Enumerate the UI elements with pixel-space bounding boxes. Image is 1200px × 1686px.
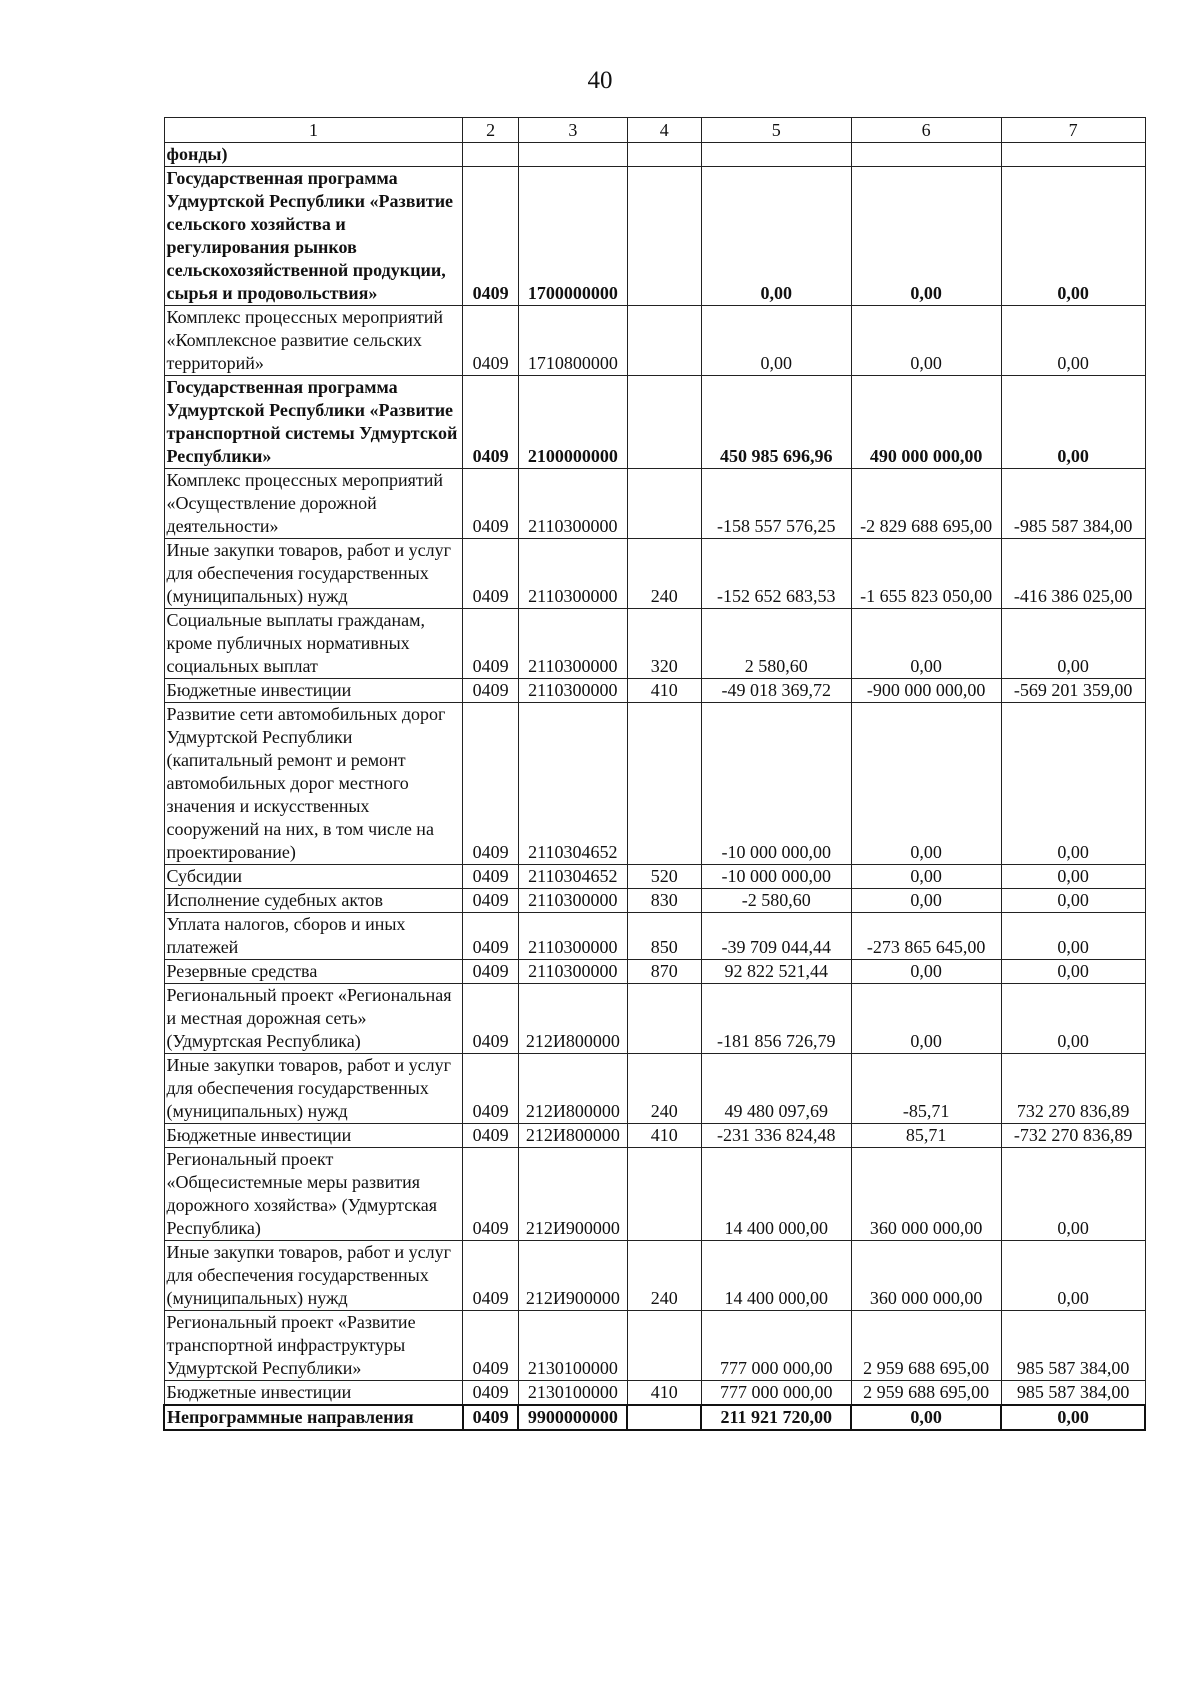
expense-type-code — [627, 984, 701, 1054]
row-name: Иные закупки товаров, работ и услуг для обеспечения государственных (муниципальных) нужд — [164, 539, 463, 609]
column-header-2: 2 — [463, 118, 518, 143]
target-article-code: 2110304652 — [518, 703, 627, 865]
amount-col-5: -10 000 000,00 — [701, 703, 851, 865]
expense-type-code: 850 — [627, 913, 701, 960]
target-article-code: 1710800000 — [518, 306, 627, 376]
table-row — [164, 1241, 1145, 1311]
section-code: 0409 — [463, 609, 518, 679]
expense-type-code — [627, 1148, 701, 1241]
section-code: 0409 — [463, 1148, 518, 1241]
table-row — [164, 167, 1145, 306]
target-article-code: 1700000000 — [518, 167, 627, 306]
row-name: Государственная программа Удмуртской Республики «Развитие транспортной системы Удмуртской Республики» — [164, 376, 463, 469]
expense-type-code: 240 — [627, 1054, 701, 1124]
table-row — [164, 1381, 1145, 1406]
section-code: 0409 — [463, 469, 518, 539]
amount-col-7: 0,00 — [1001, 1405, 1145, 1430]
amount-col-7: 0,00 — [1001, 865, 1145, 889]
target-article-code: 212И800000 — [518, 1124, 627, 1148]
row-name: Исполнение судебных актов — [164, 889, 463, 913]
row-name: фонды) — [164, 143, 463, 167]
amount-col-5: 777 000 000,00 — [701, 1311, 851, 1381]
target-article-code: 2110300000 — [518, 679, 627, 703]
target-article-code: 2110300000 — [518, 960, 627, 984]
table-row — [164, 913, 1145, 960]
amount-col-5: 14 400 000,00 — [701, 1148, 851, 1241]
row-name: Иные закупки товаров, работ и услуг для обеспечения государственных (муниципальных) нужд — [164, 1054, 463, 1124]
amount-col-5: 211 921 720,00 — [701, 1405, 851, 1430]
amount-col-6 — [851, 143, 1001, 167]
target-article-code: 2100000000 — [518, 376, 627, 469]
amount-col-7: -416 386 025,00 — [1001, 539, 1145, 609]
amount-col-6: 0,00 — [851, 609, 1001, 679]
expense-type-code: 520 — [627, 865, 701, 889]
section-code: 0409 — [463, 679, 518, 703]
table-row — [164, 703, 1145, 865]
row-name: Социальные выплаты гражданам, кроме публичных нормативных социальных выплат — [164, 609, 463, 679]
amount-col-7 — [1001, 143, 1145, 167]
table-row — [164, 984, 1145, 1054]
amount-col-6: 490 000 000,00 — [851, 376, 1001, 469]
target-article-code: 212И800000 — [518, 984, 627, 1054]
table-row — [164, 679, 1145, 703]
section-code: 0409 — [463, 703, 518, 865]
table-row — [164, 539, 1145, 609]
expense-type-code — [627, 703, 701, 865]
target-article-code: 2110300000 — [518, 609, 627, 679]
expense-type-code — [627, 167, 701, 306]
section-code: 0409 — [463, 913, 518, 960]
amount-col-6: -2 829 688 695,00 — [851, 469, 1001, 539]
amount-col-5: 0,00 — [701, 306, 851, 376]
target-article-code — [518, 143, 627, 167]
row-name: Комплекс процессных мероприятий «Осуществление дорожной деятельности» — [164, 469, 463, 539]
amount-col-5: 2 580,60 — [701, 609, 851, 679]
amount-col-5: -2 580,60 — [701, 889, 851, 913]
amount-col-7: -985 587 384,00 — [1001, 469, 1145, 539]
amount-col-6: -1 655 823 050,00 — [851, 539, 1001, 609]
row-name: Непрограммные направления — [164, 1405, 463, 1430]
amount-col-5: -152 652 683,53 — [701, 539, 851, 609]
target-article-code: 2110300000 — [518, 539, 627, 609]
expense-type-code — [627, 469, 701, 539]
amount-col-6: -900 000 000,00 — [851, 679, 1001, 703]
section-code: 0409 — [463, 1054, 518, 1124]
amount-col-5 — [701, 143, 851, 167]
amount-col-6: 85,71 — [851, 1124, 1001, 1148]
table-row — [164, 1124, 1145, 1148]
amount-col-7: 0,00 — [1001, 703, 1145, 865]
amount-col-7: 0,00 — [1001, 913, 1145, 960]
expense-type-code: 830 — [627, 889, 701, 913]
amount-col-5: -49 018 369,72 — [701, 679, 851, 703]
amount-col-5: -10 000 000,00 — [701, 865, 851, 889]
target-article-code: 2110300000 — [518, 913, 627, 960]
target-article-code: 2110300000 — [518, 889, 627, 913]
section-code: 0409 — [463, 960, 518, 984]
amount-col-7: 0,00 — [1001, 609, 1145, 679]
expense-type-code: 410 — [627, 1124, 701, 1148]
target-article-code: 2130100000 — [518, 1381, 627, 1406]
amount-col-6: -273 865 645,00 — [851, 913, 1001, 960]
expense-type-code — [627, 1405, 701, 1430]
table-row — [164, 306, 1145, 376]
section-code: 0409 — [463, 1311, 518, 1381]
table-row — [164, 469, 1145, 539]
table-row — [164, 1054, 1145, 1124]
section-code: 0409 — [463, 1405, 518, 1430]
expense-type-code: 410 — [627, 1381, 701, 1406]
table-row — [164, 1405, 1145, 1430]
amount-col-7: 0,00 — [1001, 984, 1145, 1054]
column-header-4: 4 — [627, 118, 701, 143]
expense-type-code: 410 — [627, 679, 701, 703]
amount-col-7: 0,00 — [1001, 889, 1145, 913]
target-article-code: 2110304652 — [518, 865, 627, 889]
section-code: 0409 — [463, 376, 518, 469]
expense-type-code: 240 — [627, 1241, 701, 1311]
budget-table — [163, 117, 1146, 1431]
expense-type-code: 240 — [627, 539, 701, 609]
expense-type-code: 320 — [627, 609, 701, 679]
target-article-code: 212И900000 — [518, 1148, 627, 1241]
column-header-5: 5 — [701, 118, 851, 143]
expense-type-code: 870 — [627, 960, 701, 984]
section-code: 0409 — [463, 1381, 518, 1406]
table-row — [164, 960, 1145, 984]
column-number-row — [164, 118, 1145, 143]
amount-col-6: 0,00 — [851, 306, 1001, 376]
amount-col-7: 0,00 — [1001, 306, 1145, 376]
section-code: 0409 — [463, 984, 518, 1054]
amount-col-7: 0,00 — [1001, 376, 1145, 469]
row-name: Региональный проект «Развитие транспортной инфраструктуры Удмуртской Республики» — [164, 1311, 463, 1381]
amount-col-5: 49 480 097,69 — [701, 1054, 851, 1124]
amount-col-6: 0,00 — [851, 889, 1001, 913]
section-code: 0409 — [463, 167, 518, 306]
row-name: Бюджетные инвестиции — [164, 1124, 463, 1148]
amount-col-7: 732 270 836,89 — [1001, 1054, 1145, 1124]
table-row — [164, 889, 1145, 913]
row-name: Развитие сети автомобильных дорог Удмуртской Республики (капитальный ремонт и ремонт автомобильных дорог местного значения и искусственных сооружений на них, в том числе на проектирование) — [164, 703, 463, 865]
amount-col-6: 0,00 — [851, 167, 1001, 306]
amount-col-5: 14 400 000,00 — [701, 1241, 851, 1311]
target-article-code: 2130100000 — [518, 1311, 627, 1381]
amount-col-5: -39 709 044,44 — [701, 913, 851, 960]
amount-col-5: 450 985 696,96 — [701, 376, 851, 469]
target-article-code: 9900000000 — [518, 1405, 627, 1430]
section-code: 0409 — [463, 865, 518, 889]
row-name: Бюджетные инвестиции — [164, 1381, 463, 1406]
section-code: 0409 — [463, 1241, 518, 1311]
table-row — [164, 1148, 1145, 1241]
row-name: Резервные средства — [164, 960, 463, 984]
table-row — [164, 143, 1145, 167]
section-code: 0409 — [463, 306, 518, 376]
amount-col-6: 0,00 — [851, 1405, 1001, 1430]
amount-col-6: 360 000 000,00 — [851, 1148, 1001, 1241]
amount-col-5: -158 557 576,25 — [701, 469, 851, 539]
row-name: Бюджетные инвестиции — [164, 679, 463, 703]
amount-col-5: 0,00 — [701, 167, 851, 306]
target-article-code: 212И800000 — [518, 1054, 627, 1124]
expense-type-code — [627, 1311, 701, 1381]
section-code: 0409 — [463, 539, 518, 609]
section-code: 0409 — [463, 889, 518, 913]
column-header-1: 1 — [164, 118, 463, 143]
table-row — [164, 1311, 1145, 1381]
amount-col-7: 0,00 — [1001, 167, 1145, 306]
amount-col-6: 0,00 — [851, 865, 1001, 889]
row-name: Иные закупки товаров, работ и услуг для обеспечения государственных (муниципальных) нужд — [164, 1241, 463, 1311]
target-article-code: 2110300000 — [518, 469, 627, 539]
row-name: Комплекс процессных мероприятий «Комплексное развитие сельских территорий» — [164, 306, 463, 376]
amount-col-5: -181 856 726,79 — [701, 984, 851, 1054]
table-body — [164, 143, 1145, 1431]
expense-type-code — [627, 376, 701, 469]
amount-col-6: 0,00 — [851, 703, 1001, 865]
column-header-7: 7 — [1001, 118, 1145, 143]
amount-col-6: 0,00 — [851, 984, 1001, 1054]
amount-col-6: -85,71 — [851, 1054, 1001, 1124]
amount-col-6: 360 000 000,00 — [851, 1241, 1001, 1311]
row-name: Государственная программа Удмуртской Республики «Развитие сельского хозяйства и регулирования рынков сельскохозяйственной продукции, сырья и продовольствия» — [164, 167, 463, 306]
amount-col-6: 2 959 688 695,00 — [851, 1311, 1001, 1381]
amount-col-7: 985 587 384,00 — [1001, 1381, 1145, 1406]
table-row — [164, 609, 1145, 679]
amount-col-7: 985 587 384,00 — [1001, 1311, 1145, 1381]
target-article-code: 212И900000 — [518, 1241, 627, 1311]
amount-col-5: -231 336 824,48 — [701, 1124, 851, 1148]
row-name: Региональный проект «Региональная и местная дорожная сеть» (Удмуртская Республика) — [164, 984, 463, 1054]
expense-type-code — [627, 143, 701, 167]
row-name: Региональный проект «Общесистемные меры развития дорожного хозяйства» (Удмуртская Республика) — [164, 1148, 463, 1241]
section-code — [463, 143, 518, 167]
row-name: Уплата налогов, сборов и иных платежей — [164, 913, 463, 960]
table-row — [164, 865, 1145, 889]
column-header-3: 3 — [518, 118, 627, 143]
row-name: Субсидии — [164, 865, 463, 889]
amount-col-5: 777 000 000,00 — [701, 1381, 851, 1406]
expense-type-code — [627, 306, 701, 376]
section-code: 0409 — [463, 1124, 518, 1148]
amount-col-7: 0,00 — [1001, 1241, 1145, 1311]
amount-col-7: 0,00 — [1001, 960, 1145, 984]
amount-col-7: 0,00 — [1001, 1148, 1145, 1241]
amount-col-7: -569 201 359,00 — [1001, 679, 1145, 703]
amount-col-6: 0,00 — [851, 960, 1001, 984]
amount-col-6: 2 959 688 695,00 — [851, 1381, 1001, 1406]
page-number: 40 — [587, 67, 613, 94]
amount-col-7: -732 270 836,89 — [1001, 1124, 1145, 1148]
column-header-6: 6 — [851, 118, 1001, 143]
amount-col-5: 92 822 521,44 — [701, 960, 851, 984]
table-row — [164, 376, 1145, 469]
